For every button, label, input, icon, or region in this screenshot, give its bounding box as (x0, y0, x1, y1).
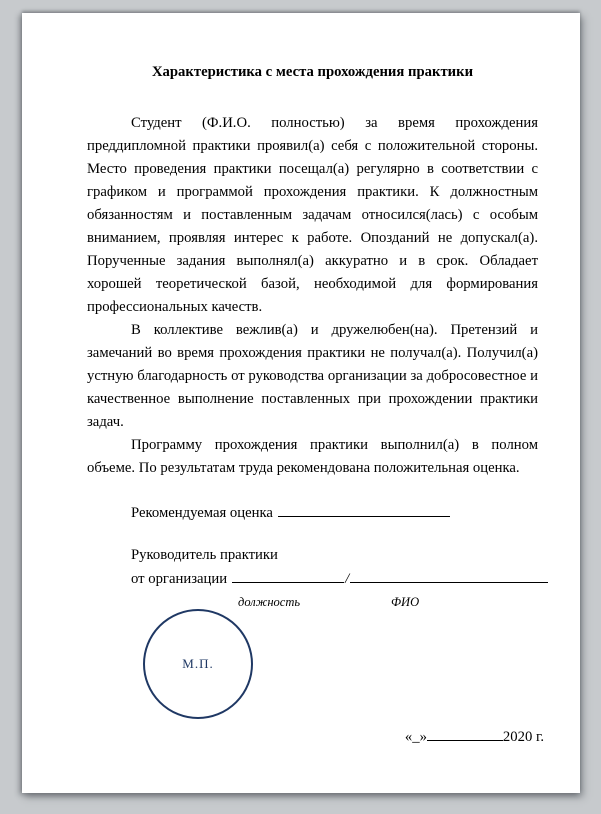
document-page (22, 13, 580, 793)
recommended-grade-label: Рекомендуемая оценка (131, 505, 273, 521)
position-blank-line (232, 567, 344, 583)
slash-separator: / (345, 571, 350, 587)
fio-caption: ФИО (391, 595, 420, 609)
date-quotes-prefix: «_» (404, 729, 427, 745)
document-title: Характеристика с места прохождения практики (151, 64, 474, 80)
stamp-placeholder-text: М.П. (182, 656, 214, 671)
page-content (22, 13, 580, 611)
fio-blank-line (350, 567, 548, 583)
supervisor-role-label: Руководитель практики (131, 547, 278, 563)
paragraph-team-relations: В коллективе вежлив(а) и дружелюбен(на). Претензий и замечаний во время прохождения практики не получал(а). Получил(а) устную благодарность от руководства организации за добросовестное и качественное выполнение поставленных при прохождении практики задач. (87, 322, 538, 430)
stamp-placeholder-circle (143, 609, 253, 719)
recommended-grade-line (131, 501, 538, 525)
supervisor-from-label: от организации (131, 571, 228, 587)
position-caption: должность (238, 595, 301, 609)
signature-caption-row (131, 591, 538, 611)
date-line (405, 725, 544, 746)
date-blank-line (427, 725, 503, 741)
grade-blank-line (278, 501, 450, 517)
supervisor-signature-line (131, 567, 538, 591)
paragraph-program-completion: Программу прохождения практики выполнил(а) в полном объеме. По результатам труда рекомендована положительная оценка. (87, 437, 538, 476)
date-year: 2020 г. (502, 729, 544, 745)
signature-block (131, 501, 538, 611)
paragraph-student-performance: Студент (Ф.И.О. полностью) за время прохождения преддипломной практики проявил(а) себя с положительной стороны. Место проведения практики посещал(а) регулярно в соответствии с графиком и программой прохождения практики. К должностным обязанностям и поставленным задачам относился(лась) с особым вниманием, проявляя интерес к работе. Опозданий не допускал(а). Порученные задания выполнял(а) аккуратно и в срок. Обладает хорошей теоретической базой, необходимой для формирования профессиональных качеств. (87, 115, 538, 315)
